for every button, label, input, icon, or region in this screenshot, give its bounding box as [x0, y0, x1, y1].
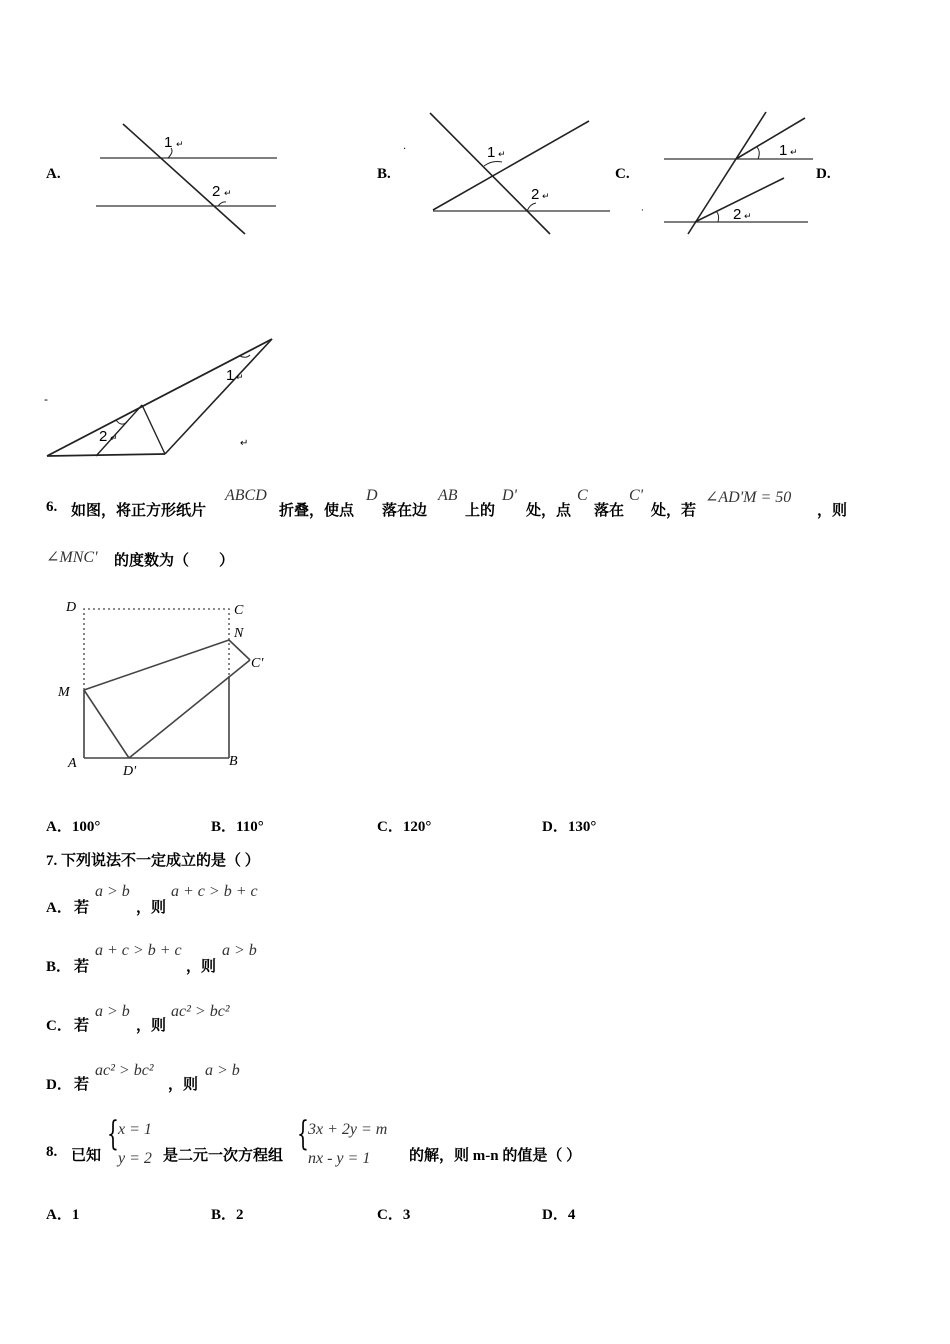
angle-2-label: 2 — [212, 183, 221, 200]
svg-text:1: 1 — [226, 367, 235, 384]
left-brace-icon: { — [107, 1114, 119, 1154]
svg-text:2: 2 — [531, 186, 540, 203]
q8-option-a[interactable]: A．1 — [46, 1207, 80, 1223]
q6-option-c[interactable]: C．120° — [377, 819, 432, 835]
stray-dot: · — [403, 144, 407, 155]
svg-text:↵: ↵ — [240, 438, 249, 449]
q5-option-c-label[interactable]: C. — [615, 166, 630, 182]
svg-text:1: 1 — [779, 142, 788, 159]
label-N: N — [234, 626, 244, 641]
svg-text:2: 2 — [733, 206, 742, 223]
svg-text:-: - — [44, 392, 48, 406]
q5-option-d-label[interactable]: D. — [816, 166, 831, 182]
svg-text:↵: ↵ — [110, 433, 118, 443]
q8-option-b[interactable]: B．2 — [211, 1207, 244, 1223]
q6-number: 6. — [46, 499, 58, 515]
q8-option-d[interactable]: D．4 — [542, 1207, 576, 1223]
label-D-prime: D' — [123, 764, 137, 779]
svg-text:↵: ↵ — [498, 149, 506, 159]
label-D: D — [66, 600, 77, 615]
q7-stem: 7. 下列说法不一定成立的是（ ） — [46, 853, 260, 869]
svg-text:↵: ↵ — [176, 139, 184, 149]
q5-option-a-label[interactable]: A. — [46, 166, 61, 182]
svg-text:↵: ↵ — [790, 147, 798, 157]
svg-text:↵: ↵ — [236, 372, 244, 382]
svg-text:↵: ↵ — [224, 188, 232, 198]
label-B: B — [229, 754, 238, 769]
label-M: M — [58, 685, 70, 700]
q8-option-c[interactable]: C．3 — [377, 1207, 411, 1223]
svg-text:1: 1 — [487, 144, 496, 161]
q6-option-d[interactable]: D．130° — [542, 819, 597, 835]
label-C: C — [234, 603, 244, 618]
stray-dot-c: · — [641, 206, 644, 216]
angle-1-label: 1 — [164, 134, 173, 151]
q6-option-b[interactable]: B．110° — [211, 819, 264, 835]
left-brace-icon: { — [297, 1114, 309, 1154]
q6-option-a[interactable]: A．100° — [46, 819, 101, 835]
q5-option-b-label[interactable]: B. — [377, 166, 391, 182]
svg-text:↵: ↵ — [744, 211, 752, 221]
label-A: A — [68, 756, 77, 771]
label-C-prime: C' — [251, 656, 264, 671]
svg-text:↵: ↵ — [542, 191, 550, 201]
svg-text:2: 2 — [99, 428, 108, 445]
